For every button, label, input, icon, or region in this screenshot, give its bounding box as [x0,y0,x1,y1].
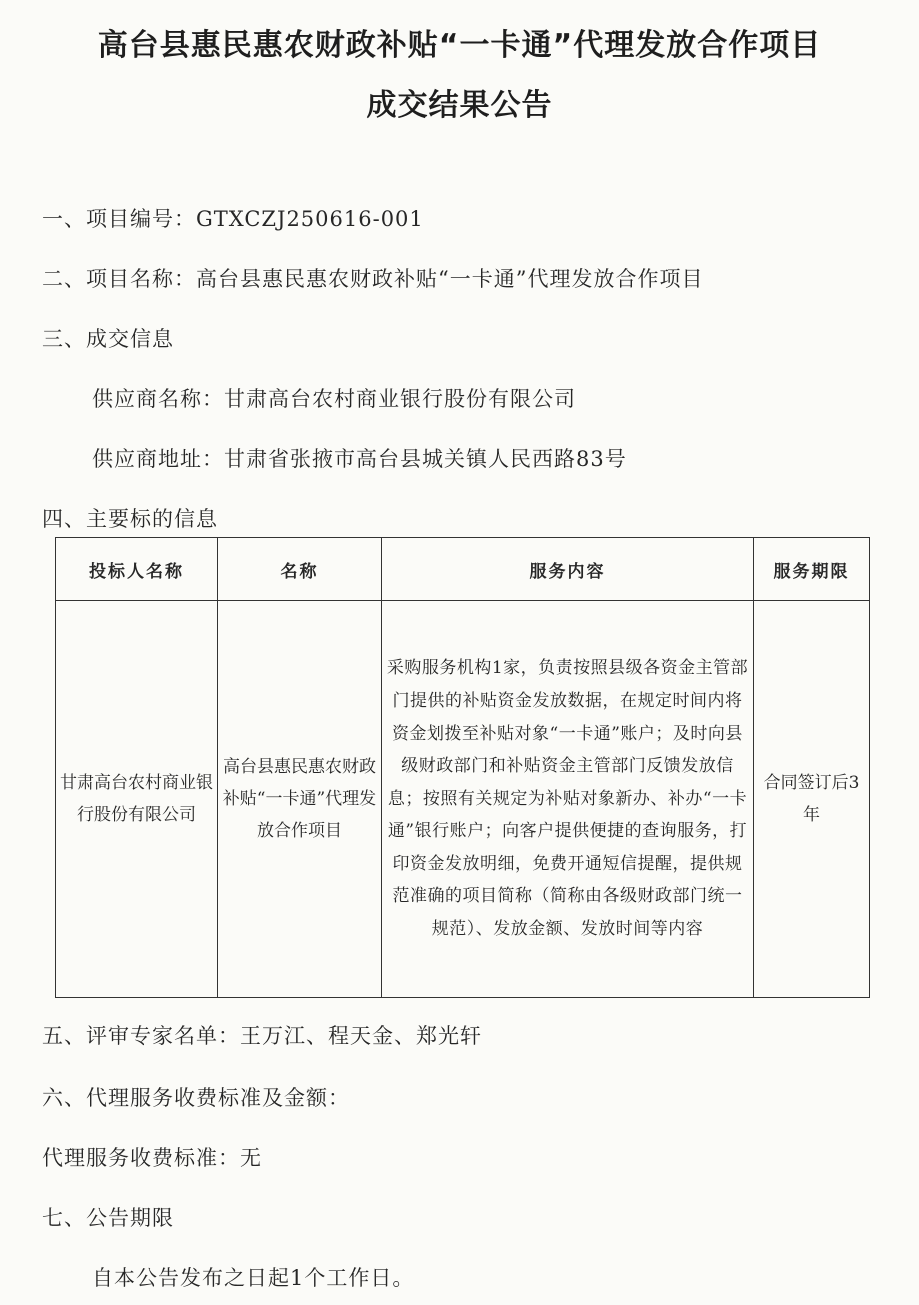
document-title-line-1: 高台县惠民惠农财政补贴“一卡通”代理发放合作项目 [97,28,822,63]
header-content: 服务内容 [382,538,754,601]
section-notice-period: 七、公告期限 [42,1206,174,1230]
subject-info-table [55,537,870,998]
cell-bidder: 甘肃高台农村商业银行股份有限公司 [56,601,218,998]
header-bidder: 投标人名称 [56,538,218,601]
cell-period: 合同签订后3年 [754,601,870,998]
notice-period-text: 自本公告发布之日起1个工作日。 [92,1266,415,1290]
cell-name: 高台县惠民惠农财政补贴“一卡通”代理发放合作项目 [218,601,382,998]
cell-content: 采购服务机构1家，负责按照县级各资金主管部门提供的补贴资金发放数据，在规定时间内将资金划拨至补贴对象“一卡通”账户；及时向县级财政部门和补贴资金主管部门反馈发放信息；按照有关规定为补贴对象新办、补办“一卡通”银行账户；向客户提供便捷的查询服务，打印资金发放明细，免费开通短信提醒，提供规范准确的项目简称（简称由各级财政部门统一规范）、发放金额、发放时间等内容 [382,601,754,998]
section-main-subject: 四、主要标的信息 [42,507,218,531]
header-name: 名称 [218,538,382,601]
header-period: 服务期限 [754,538,870,601]
table-header-row [56,538,870,601]
section-deal-info: 三、成交信息 [42,327,174,351]
section-fee: 六、代理服务收费标准及金额： [42,1086,350,1110]
table-row [56,601,870,998]
document-title-line-2: 成交结果公告 [366,88,553,123]
fee-standard: 代理服务收费标准：无 [42,1146,262,1170]
supplier-name: 供应商名称：甘肃高台农村商业银行股份有限公司 [92,387,576,411]
section-project-name: 二、项目名称：高台县惠民惠农财政补贴“一卡通”代理发放合作项目 [42,267,704,291]
supplier-address: 供应商地址：甘肃省张掖市高台县城关镇人民西路83号 [92,447,627,471]
section-project-number: 一、项目编号：GTXCZJ250616-001 [42,207,424,231]
section-experts: 五、评审专家名单：王万江、程天金、郑光轩 [42,1024,482,1048]
